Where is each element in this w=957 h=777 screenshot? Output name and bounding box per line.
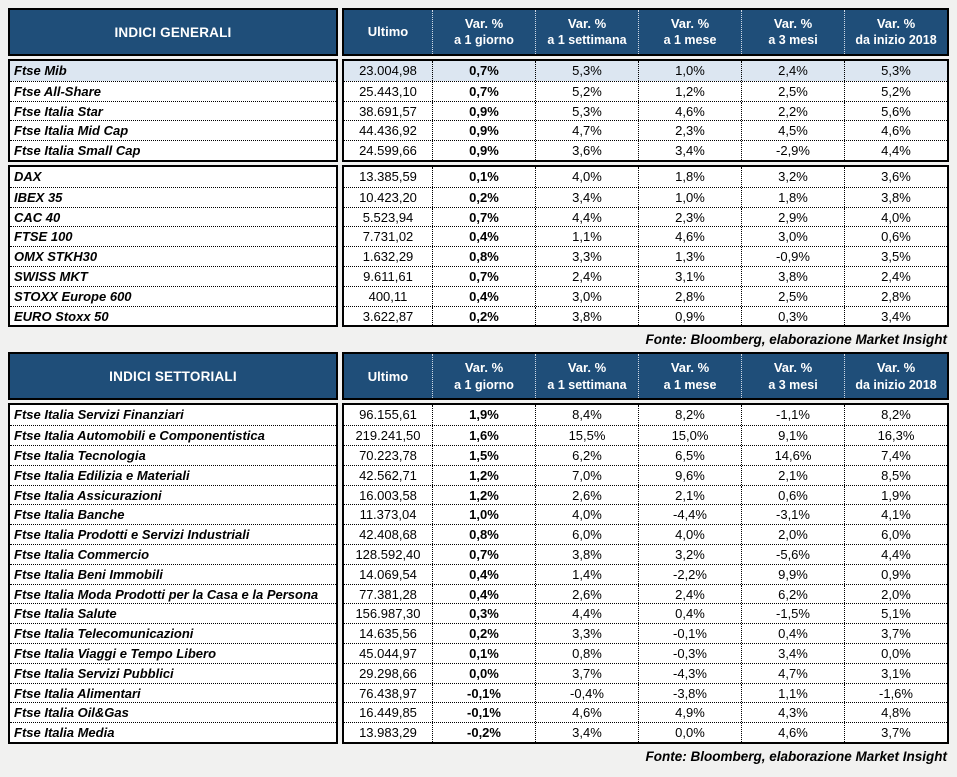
ultimo-value-cell: 1.632,29 xyxy=(362,249,414,265)
index-name-cell: Ftse Italia Moda Prodotti per la Casa e la Persona xyxy=(10,584,336,604)
column-header-var-1-mese: Var. % a 1 mese xyxy=(638,354,741,398)
index-group xyxy=(8,59,949,162)
source-note: Fonte: Bloomberg, elaborazione Market Insight xyxy=(645,332,947,348)
var-pct-value-cell: 0,4% xyxy=(432,227,535,246)
index-name-cell: Ftse Italia Media xyxy=(10,722,336,742)
var-pct-value-cell: 0,8% xyxy=(432,525,535,544)
var-pct-value-cell: 0,2% xyxy=(432,624,535,643)
var-pct-value-cell: 9,1% xyxy=(741,426,844,445)
ultimo-value-cell: 76.438,97 xyxy=(359,685,417,701)
index-name-cell: Ftse Italia Automobili e Componentistica xyxy=(10,425,336,445)
var-pct-value-cell: 4,7% xyxy=(741,664,844,683)
ultimo-value-cell: 24.599,66 xyxy=(359,143,417,159)
index-values-column xyxy=(342,403,949,744)
table-row xyxy=(344,425,947,445)
var-pct-value-cell: 1,5% xyxy=(432,446,535,465)
var-pct-value-cell: -3,1% xyxy=(741,505,844,524)
var-pct-value-cell: 8,2% xyxy=(638,405,741,425)
var-pct-value-cell: -0,1% xyxy=(432,684,535,703)
table-header xyxy=(8,352,949,400)
ultimo-value-cell: 13.385,59 xyxy=(359,168,417,184)
index-name-cell: Ftse Italia Star xyxy=(10,101,336,121)
var-pct-value-cell: 3,6% xyxy=(535,141,638,160)
var-pct-value-cell: -1,5% xyxy=(741,604,844,623)
var-pct-value-cell: 0,8% xyxy=(535,644,638,663)
var-pct-value-cell: 5,3% xyxy=(535,61,638,81)
var-pct-value-cell: 7,0% xyxy=(535,466,638,485)
ultimo-value-cell: 14.069,54 xyxy=(359,566,417,582)
var-pct-value-cell: 1,0% xyxy=(638,188,741,207)
var-pct-value-cell: 4,0% xyxy=(535,167,638,187)
index-name-cell: Ftse Italia Telecomunicazioni xyxy=(10,623,336,643)
var-pct-value-cell: -0,2% xyxy=(432,723,535,742)
ultimo-value-cell: 5.523,94 xyxy=(362,209,414,225)
ultimo-value-cell: 11.373,04 xyxy=(359,507,417,523)
indici-generali-table xyxy=(8,8,949,351)
var-pct-value-cell: 3,8% xyxy=(535,545,638,564)
var-pct-value-cell: 4,0% xyxy=(638,525,741,544)
ultimo-value-cell: 25.443,10 xyxy=(359,83,417,99)
var-pct-value-cell: 0,2% xyxy=(432,188,535,207)
index-name-cell: Ftse Italia Tecnologia xyxy=(10,445,336,465)
table-row xyxy=(344,246,947,266)
var-pct-value-cell: 5,6% xyxy=(844,102,947,121)
var-pct-value-cell: 15,5% xyxy=(535,426,638,445)
var-pct-value-cell: 1,2% xyxy=(432,486,535,505)
index-name-column xyxy=(8,165,338,327)
var-pct-value-cell: 5,2% xyxy=(844,82,947,101)
index-name-column xyxy=(8,403,338,744)
table-header xyxy=(8,8,949,56)
var-pct-value-cell: 8,2% xyxy=(844,405,947,425)
table-row xyxy=(344,226,947,246)
var-pct-value-cell: 9,6% xyxy=(638,466,741,485)
index-group xyxy=(8,165,949,327)
var-pct-value-cell: -0,1% xyxy=(638,624,741,643)
var-pct-value-cell: 1,0% xyxy=(638,61,741,81)
var-pct-value-cell: 0,0% xyxy=(844,644,947,663)
var-pct-value-cell: 0,4% xyxy=(741,624,844,643)
var-pct-value-cell: -3,8% xyxy=(638,684,741,703)
var-pct-value-cell: 3,7% xyxy=(535,664,638,683)
var-pct-value-cell: 0,9% xyxy=(432,141,535,160)
columns-header xyxy=(342,352,949,400)
index-name-cell: FTSE 100 xyxy=(10,226,336,246)
ultimo-value-cell: 9.611,61 xyxy=(363,268,413,284)
index-values-column xyxy=(342,59,949,162)
index-name-cell: Ftse Italia Salute xyxy=(10,603,336,623)
var-pct-value-cell: 1,2% xyxy=(638,82,741,101)
var-pct-value-cell: -1,6% xyxy=(844,684,947,703)
var-pct-value-cell: 4,6% xyxy=(844,121,947,140)
var-pct-value-cell: 3,1% xyxy=(638,267,741,286)
var-pct-value-cell: 6,5% xyxy=(638,446,741,465)
table-row xyxy=(344,524,947,544)
column-header-var-1-settimana: Var. % a 1 settimana xyxy=(535,10,638,54)
var-pct-value-cell: 3,0% xyxy=(741,227,844,246)
var-pct-value-cell: 4,0% xyxy=(844,208,947,227)
var-pct-value-cell: 0,9% xyxy=(638,307,741,326)
var-pct-value-cell: 4,4% xyxy=(844,141,947,160)
table-title: INDICI GENERALI xyxy=(114,24,232,40)
var-pct-value-cell: 2,9% xyxy=(741,208,844,227)
var-pct-value-cell: 3,3% xyxy=(535,247,638,266)
var-pct-value-cell: -4,4% xyxy=(638,505,741,524)
var-pct-value-cell: 3,8% xyxy=(741,267,844,286)
table-row xyxy=(344,306,947,326)
ultimo-value-cell: 42.562,71 xyxy=(359,467,417,483)
var-pct-value-cell: 15,0% xyxy=(638,426,741,445)
var-pct-value-cell: 4,6% xyxy=(741,723,844,742)
table-title-box xyxy=(8,352,338,400)
var-pct-value-cell: 0,2% xyxy=(432,307,535,326)
var-pct-value-cell: 3,4% xyxy=(535,188,638,207)
var-pct-value-cell: 3,8% xyxy=(844,188,947,207)
column-header-var-1-mese: Var. % a 1 mese xyxy=(638,10,741,54)
var-pct-value-cell: 2,2% xyxy=(741,102,844,121)
index-name-cell: Ftse Italia Servizi Finanziari xyxy=(14,407,184,423)
var-pct-value-cell: 14,6% xyxy=(741,446,844,465)
ultimo-value-cell: 7.731,02 xyxy=(362,229,414,245)
column-header-var-inizio-2018: Var. % da inizio 2018 xyxy=(844,10,947,54)
table-row xyxy=(344,702,947,722)
var-pct-value-cell: 8,4% xyxy=(535,405,638,425)
ultimo-value-cell: 14.635,56 xyxy=(359,626,417,642)
var-pct-value-cell: 5,3% xyxy=(844,61,947,81)
var-pct-value-cell: 3,4% xyxy=(741,644,844,663)
column-header-var-3-mesi: Var. % a 3 mesi xyxy=(741,354,844,398)
table-row xyxy=(344,187,947,207)
table-row xyxy=(344,405,947,425)
column-header-ultimo: Ultimo xyxy=(367,24,409,40)
var-pct-value-cell: 4,4% xyxy=(535,604,638,623)
column-header-ultimo: Ultimo xyxy=(367,368,409,384)
var-pct-value-cell: 0,4% xyxy=(432,585,535,604)
var-pct-value-cell: 0,7% xyxy=(432,82,535,101)
index-name-cell: DAX xyxy=(14,168,42,184)
table-row xyxy=(344,101,947,121)
var-pct-value-cell: 2,3% xyxy=(638,208,741,227)
var-pct-value-cell: 3,7% xyxy=(844,624,947,643)
var-pct-value-cell: 0,9% xyxy=(432,121,535,140)
table-row xyxy=(344,683,947,703)
index-name-cell: Ftse Italia Banche xyxy=(10,504,336,524)
var-pct-value-cell: 7,4% xyxy=(844,446,947,465)
ultimo-value-cell: 29.298,66 xyxy=(359,665,417,681)
var-pct-value-cell: 2,6% xyxy=(535,486,638,505)
ultimo-value-cell: 219.241,50 xyxy=(355,428,421,444)
var-pct-value-cell: 2,3% xyxy=(638,121,741,140)
var-pct-value-cell: 1,8% xyxy=(638,167,741,187)
table-title-box xyxy=(8,8,338,56)
column-header-var-1-giorno: Var. % a 1 giorno xyxy=(432,354,535,398)
index-name-cell: Ftse Italia Servizi Pubblici xyxy=(10,663,336,683)
ultimo-value-cell: 96.155,61 xyxy=(359,407,417,423)
var-pct-value-cell: -2,2% xyxy=(638,565,741,584)
index-name-cell: Ftse Italia Edilizia e Materiali xyxy=(10,465,336,485)
ultimo-value-cell: 16.003,58 xyxy=(359,487,417,503)
var-pct-value-cell: 1,1% xyxy=(535,227,638,246)
var-pct-value-cell: 2,5% xyxy=(741,287,844,306)
var-pct-value-cell: 1,6% xyxy=(432,426,535,445)
var-pct-value-cell: 4,6% xyxy=(638,227,741,246)
table-row xyxy=(344,643,947,663)
index-name-cell: Ftse Italia Prodotti e Servizi Industriali xyxy=(10,524,336,544)
index-name-cell: Ftse All-Share xyxy=(10,81,336,101)
var-pct-value-cell: -0,1% xyxy=(432,703,535,722)
ultimo-value-cell: 3.622,87 xyxy=(362,308,414,324)
ultimo-value-cell: 16.449,85 xyxy=(359,705,417,721)
var-pct-value-cell: 2,1% xyxy=(741,466,844,485)
var-pct-value-cell: -0,3% xyxy=(638,644,741,663)
table-row xyxy=(344,465,947,485)
var-pct-value-cell: 2,4% xyxy=(535,267,638,286)
ultimo-value-cell: 128.592,40 xyxy=(355,546,421,562)
table-row xyxy=(344,120,947,140)
table-row xyxy=(344,623,947,643)
var-pct-value-cell: -2,9% xyxy=(741,141,844,160)
table-groups xyxy=(8,59,949,327)
var-pct-value-cell: 0,6% xyxy=(844,227,947,246)
table-row xyxy=(344,722,947,742)
var-pct-value-cell: 5,3% xyxy=(535,102,638,121)
var-pct-value-cell: 2,0% xyxy=(741,525,844,544)
var-pct-value-cell: 0,4% xyxy=(432,565,535,584)
index-name-cell: Ftse Italia Mid Cap xyxy=(10,120,336,140)
ultimo-value-cell: 23.004,98 xyxy=(359,63,417,78)
table-row xyxy=(344,445,947,465)
var-pct-value-cell: 3,3% xyxy=(535,624,638,643)
var-pct-value-cell: 3,4% xyxy=(535,723,638,742)
var-pct-value-cell: 0,1% xyxy=(432,644,535,663)
ultimo-value-cell: 42.408,68 xyxy=(359,527,417,543)
var-pct-value-cell: 2,6% xyxy=(535,585,638,604)
var-pct-value-cell: 3,4% xyxy=(638,141,741,160)
var-pct-value-cell: 4,4% xyxy=(535,208,638,227)
index-name-cell: STOXX Europe 600 xyxy=(10,286,336,306)
table-row xyxy=(344,266,947,286)
indici-settoriali-table xyxy=(8,352,949,768)
table-row xyxy=(344,140,947,160)
column-header-var-1-giorno: Var. % a 1 giorno xyxy=(432,10,535,54)
ultimo-value-cell: 77.381,28 xyxy=(359,586,417,602)
index-name-cell: Ftse Italia Oil&Gas xyxy=(10,702,336,722)
var-pct-value-cell: 0,3% xyxy=(432,604,535,623)
var-pct-value-cell: 2,8% xyxy=(844,287,947,306)
column-header-var-1-settimana: Var. % a 1 settimana xyxy=(535,354,638,398)
var-pct-value-cell: 1,1% xyxy=(741,684,844,703)
var-pct-value-cell: 4,0% xyxy=(535,505,638,524)
var-pct-value-cell: 9,9% xyxy=(741,565,844,584)
var-pct-value-cell: 4,9% xyxy=(638,703,741,722)
var-pct-value-cell: 0,3% xyxy=(741,307,844,326)
table-row xyxy=(344,504,947,524)
var-pct-value-cell: 4,5% xyxy=(741,121,844,140)
var-pct-value-cell: 1,3% xyxy=(638,247,741,266)
var-pct-value-cell: 0,4% xyxy=(638,604,741,623)
var-pct-value-cell: 3,0% xyxy=(535,287,638,306)
var-pct-value-cell: 4,1% xyxy=(844,505,947,524)
index-name-cell: EURO Stoxx 50 xyxy=(10,306,336,326)
var-pct-value-cell: 0,8% xyxy=(432,247,535,266)
var-pct-value-cell: -0,4% xyxy=(535,684,638,703)
var-pct-value-cell: 2,8% xyxy=(638,287,741,306)
column-header-var-3-mesi: Var. % a 3 mesi xyxy=(741,10,844,54)
index-name-cell: Ftse Italia Viaggi e Tempo Libero xyxy=(10,643,336,663)
table-row xyxy=(344,207,947,227)
var-pct-value-cell: 0,7% xyxy=(432,267,535,286)
index-name-cell: Ftse Mib xyxy=(10,61,336,81)
var-pct-value-cell: 4,6% xyxy=(638,102,741,121)
index-name-cell: Ftse Italia Small Cap xyxy=(10,140,336,160)
var-pct-value-cell: 0,1% xyxy=(432,167,535,187)
column-header-var-inizio-2018: Var. % da inizio 2018 xyxy=(844,354,947,398)
var-pct-value-cell: 1,2% xyxy=(432,466,535,485)
var-pct-value-cell: 0,7% xyxy=(432,61,535,81)
var-pct-value-cell: 4,6% xyxy=(535,703,638,722)
var-pct-value-cell: 2,4% xyxy=(741,61,844,81)
columns-header xyxy=(342,8,949,56)
var-pct-value-cell: 6,2% xyxy=(741,585,844,604)
var-pct-value-cell: 2,4% xyxy=(638,585,741,604)
var-pct-value-cell: 1,9% xyxy=(844,486,947,505)
index-name-cell: IBEX 35 xyxy=(10,187,336,207)
var-pct-value-cell: 6,0% xyxy=(844,525,947,544)
source-note: Fonte: Bloomberg, elaborazione Market Insight xyxy=(645,748,947,764)
var-pct-value-cell: 3,6% xyxy=(844,167,947,187)
var-pct-value-cell: 1,4% xyxy=(535,565,638,584)
var-pct-value-cell: 5,2% xyxy=(535,82,638,101)
ultimo-value-cell: 10.423,20 xyxy=(359,189,417,205)
table-row xyxy=(344,663,947,683)
var-pct-value-cell: 16,3% xyxy=(844,426,947,445)
var-pct-value-cell: 2,5% xyxy=(741,82,844,101)
table-row xyxy=(344,603,947,623)
var-pct-value-cell: 6,0% xyxy=(535,525,638,544)
index-name-cell: Ftse Italia Beni Immobili xyxy=(10,564,336,584)
ultimo-value-cell: 38.691,57 xyxy=(359,103,417,119)
table-row xyxy=(344,485,947,505)
var-pct-value-cell: 1,8% xyxy=(741,188,844,207)
ultimo-value-cell: 13.983,29 xyxy=(359,725,417,741)
var-pct-value-cell: 3,7% xyxy=(844,723,947,742)
index-name-cell: SWISS MKT xyxy=(10,266,336,286)
index-group xyxy=(8,403,949,744)
table-title: INDICI SETTORIALI xyxy=(109,368,237,384)
var-pct-value-cell: 0,9% xyxy=(432,102,535,121)
var-pct-value-cell: 0,7% xyxy=(432,208,535,227)
var-pct-value-cell: 3,2% xyxy=(741,167,844,187)
var-pct-value-cell: 4,8% xyxy=(844,703,947,722)
var-pct-value-cell: -5,6% xyxy=(741,545,844,564)
table-row xyxy=(344,61,947,81)
var-pct-value-cell: 4,7% xyxy=(535,121,638,140)
var-pct-value-cell: 3,2% xyxy=(638,545,741,564)
ultimo-value-cell: 70.223,78 xyxy=(359,447,417,463)
var-pct-value-cell: 5,1% xyxy=(844,604,947,623)
ultimo-value-cell: 45.044,97 xyxy=(359,645,417,661)
ultimo-value-cell: 156.987,30 xyxy=(355,606,421,622)
var-pct-value-cell: -0,9% xyxy=(741,247,844,266)
table-groups xyxy=(8,403,949,744)
var-pct-value-cell: 2,4% xyxy=(844,267,947,286)
var-pct-value-cell: 0,7% xyxy=(432,545,535,564)
var-pct-value-cell: 6,2% xyxy=(535,446,638,465)
var-pct-value-cell: 0,4% xyxy=(432,287,535,306)
index-name-cell: Ftse Italia Commercio xyxy=(10,544,336,564)
var-pct-value-cell: 0,6% xyxy=(741,486,844,505)
index-name-column xyxy=(8,59,338,162)
table-row xyxy=(344,584,947,604)
var-pct-value-cell: -1,1% xyxy=(741,405,844,425)
var-pct-value-cell: 0,0% xyxy=(432,664,535,683)
index-name-cell: CAC 40 xyxy=(10,207,336,227)
ultimo-value-cell: 44.436,92 xyxy=(359,123,417,139)
var-pct-value-cell: 1,9% xyxy=(432,405,535,425)
index-name-cell: Ftse Italia Assicurazioni xyxy=(10,485,336,505)
table-row xyxy=(344,286,947,306)
index-name-cell: OMX STKH30 xyxy=(10,246,336,266)
table-row xyxy=(344,544,947,564)
var-pct-value-cell: 3,4% xyxy=(844,307,947,326)
var-pct-value-cell: 2,1% xyxy=(638,486,741,505)
var-pct-value-cell: 3,5% xyxy=(844,247,947,266)
var-pct-value-cell: 1,0% xyxy=(432,505,535,524)
var-pct-value-cell: 4,3% xyxy=(741,703,844,722)
table-row xyxy=(344,167,947,187)
index-values-column xyxy=(342,165,949,327)
var-pct-value-cell: 4,4% xyxy=(844,545,947,564)
var-pct-value-cell: 0,0% xyxy=(638,723,741,742)
index-name-cell: Ftse Italia Alimentari xyxy=(10,683,336,703)
var-pct-value-cell: 0,9% xyxy=(844,565,947,584)
table-row xyxy=(344,564,947,584)
table-row xyxy=(344,81,947,101)
var-pct-value-cell: -4,3% xyxy=(638,664,741,683)
var-pct-value-cell: 3,1% xyxy=(844,664,947,683)
var-pct-value-cell: 8,5% xyxy=(844,466,947,485)
var-pct-value-cell: 3,8% xyxy=(535,307,638,326)
var-pct-value-cell: 2,0% xyxy=(844,585,947,604)
ultimo-value-cell: 400,11 xyxy=(368,288,408,304)
